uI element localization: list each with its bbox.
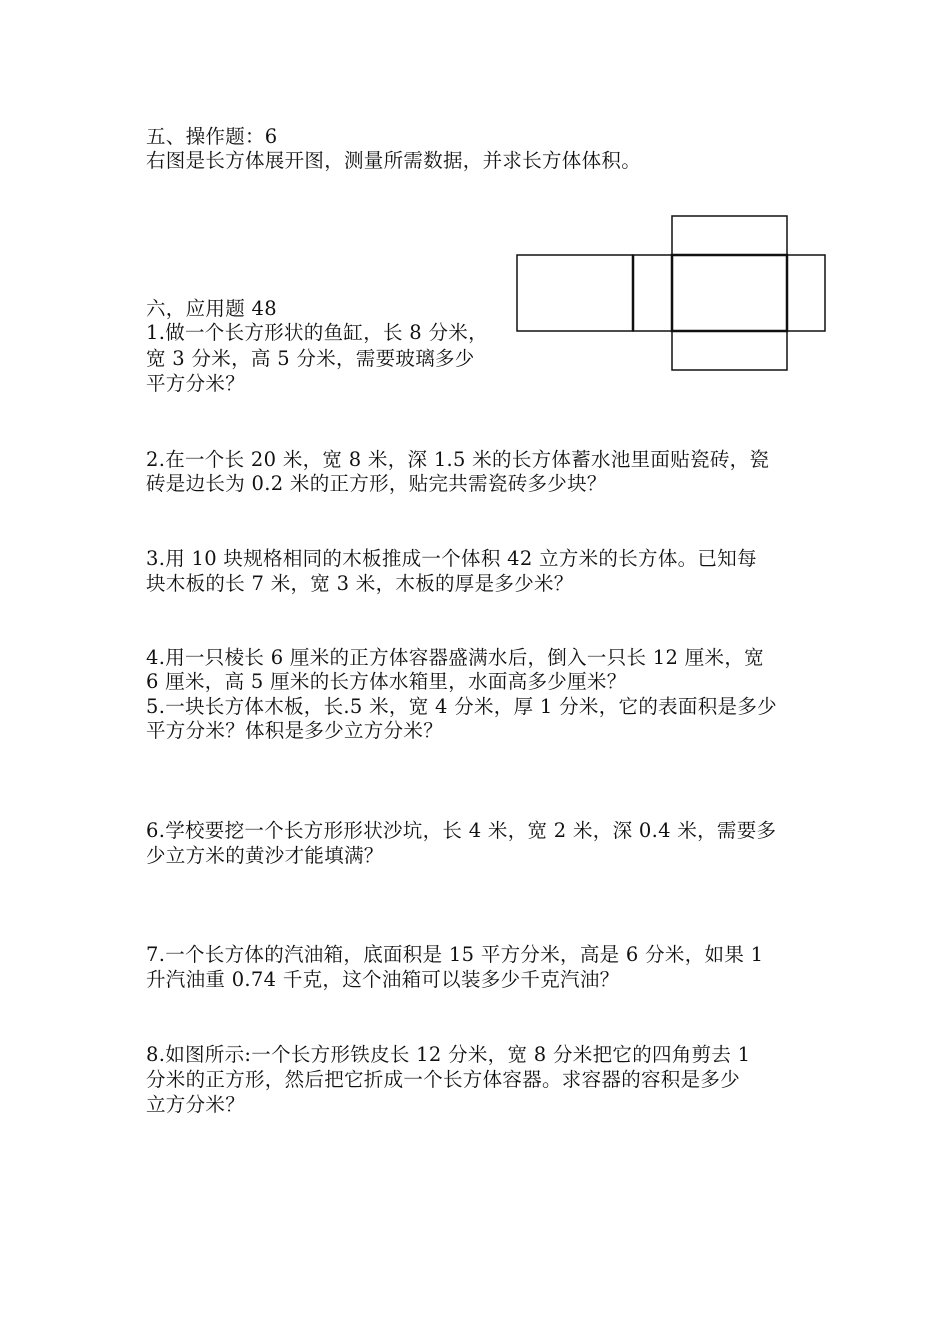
section6-heading: 六，应用题 48 <box>146 297 277 320</box>
question-4-line-1: 4.用一只棱长 6 厘米的正方体容器盛满水后，倒入一只长 12 厘米，宽 <box>146 646 764 669</box>
net-bottom-face <box>672 331 787 370</box>
question-7-line-1: 7.一个长方体的汽油箱，底面积是 15 平方分米，高是 6 分米，如果 1 <box>146 943 764 966</box>
question-7-line-2: 升汽油重 0.74 千克，这个油箱可以装多少千克汽油？ <box>146 968 620 991</box>
net-side-face-right <box>787 255 825 331</box>
question-1-line-2: 宽 3 分米，高 5 分米，需要玻璃多少 <box>146 347 475 370</box>
question-2-line-2: 砖是边长为 0.2 米的正方形，贴完共需瓷砖多少块？ <box>146 472 607 495</box>
question-8-line-1: 8.如图所示:一个长方形铁皮长 12 分米，宽 8 分米把它的四角剪去 1 <box>146 1043 751 1066</box>
question-5-line-1: 5.一块长方体木板，长.5 米，宽 4 分米，厚 1 分米，它的表面积是多少 <box>146 695 777 718</box>
net-center-face <box>672 255 787 331</box>
net-left-face <box>517 255 633 331</box>
question-3-line-2: 块木板的长 7 米，宽 3 米，木板的厚是多少米？ <box>146 572 574 595</box>
section5-heading: 五、操作题：6 <box>146 125 278 148</box>
section5-instruction: 右图是长方体展开图，测量所需数据，并求长方体体积。 <box>146 149 642 172</box>
question-8-line-3: 立方分米？ <box>146 1093 246 1116</box>
net-side-face-left <box>633 255 672 331</box>
question-1-line-3: 平方分米？ <box>146 372 246 395</box>
question-1-line-1: 1.做一个长方形状的鱼缸，长 8 分米， <box>146 321 488 344</box>
net-top-face <box>672 216 787 255</box>
question-6-line-1: 6.学校要挖一个长方形形状沙坑，长 4 米，宽 2 米，深 0.4 米，需要多 <box>146 819 777 842</box>
question-4-line-2: 6 厘米，高 5 厘米的长方体水箱里，水面高多少厘米？ <box>146 670 627 693</box>
question-2-line-1: 2.在一个长 20 米，宽 8 米，深 1.5 米的长方体蓄水池里面贴瓷砖，瓷 <box>146 448 770 471</box>
question-3-line-1: 3.用 10 块规格相同的木板推成一个体积 42 立方米的长方体。已知每 <box>146 547 757 570</box>
question-6-line-2: 少立方米的黄沙才能填满？ <box>146 844 384 867</box>
question-5-line-2: 平方分米？体积是多少立方分米？ <box>146 719 444 742</box>
question-8-line-2: 分米的正方形，然后把它折成一个长方体容器。求容器的容积是多少 <box>146 1068 741 1091</box>
